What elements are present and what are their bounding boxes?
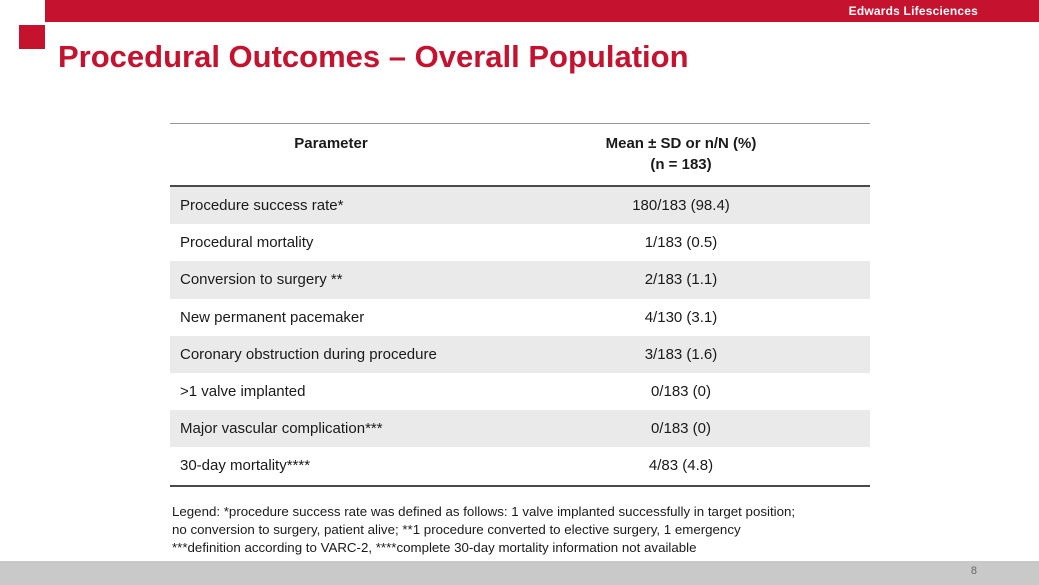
parameter-cell: 30-day mortality**** [180, 457, 311, 475]
outcomes-table [170, 123, 870, 487]
table-row [170, 299, 870, 336]
parameter-cell: Conversion to surgery ** [180, 271, 343, 289]
parameter-cell: Procedural mortality [180, 234, 314, 252]
footer-bar [0, 561, 1039, 585]
table-header-row [170, 123, 870, 187]
column-header-value-line2: (n = 183) [650, 156, 712, 173]
legend-line-1: Legend: *procedure success rate was defined as follows: 1 valve implanted successfully in target position; [172, 504, 796, 519]
value-cell: 3/183 (1.6) [644, 345, 718, 363]
legend-line-3: ***definition according to VARC-2, ****complete 30-day mortality information not available [172, 540, 697, 555]
parameter-cell: New permanent pacemaker [180, 308, 365, 326]
table-row [170, 373, 870, 410]
value-cell: 4/83 (4.8) [648, 457, 714, 475]
page-number: 8 [970, 565, 977, 577]
value-cell: 180/183 (98.4) [632, 197, 730, 215]
column-header-value [492, 124, 870, 185]
parameter-cell: Major vascular complication*** [180, 420, 383, 438]
brand-bar [45, 0, 1039, 22]
table-row [170, 410, 870, 447]
value-cell: 4/130 (3.1) [644, 308, 718, 326]
value-cell: 0/183 (0) [650, 383, 712, 401]
table-row [170, 336, 870, 373]
value-cell: 0/183 (0) [650, 420, 712, 438]
table-body [170, 187, 870, 487]
table-row [170, 224, 870, 261]
value-cell: 2/183 (1.1) [644, 271, 718, 289]
parameter-cell: Coronary obstruction during procedure [180, 345, 437, 363]
parameter-cell: >1 valve implanted [180, 383, 306, 401]
brand-logo: Edwards Lifesciences [848, 4, 978, 18]
column-header-value-line1: Mean ± SD or n/N (%) [605, 135, 757, 152]
page-title: Procedural Outcomes – Overall Population [58, 39, 689, 74]
column-header-parameter: Parameter [294, 135, 368, 152]
table-row [170, 187, 870, 224]
legend-line-2: no conversion to surgery, patient alive; **1 procedure converted to elective surgery, 1 emergency [172, 522, 741, 537]
legend-note [172, 503, 872, 557]
parameter-cell: Procedure success rate* [180, 197, 344, 215]
table-row [170, 261, 870, 298]
value-cell: 1/183 (0.5) [644, 234, 718, 252]
table-row [170, 447, 870, 484]
accent-square [19, 25, 45, 49]
